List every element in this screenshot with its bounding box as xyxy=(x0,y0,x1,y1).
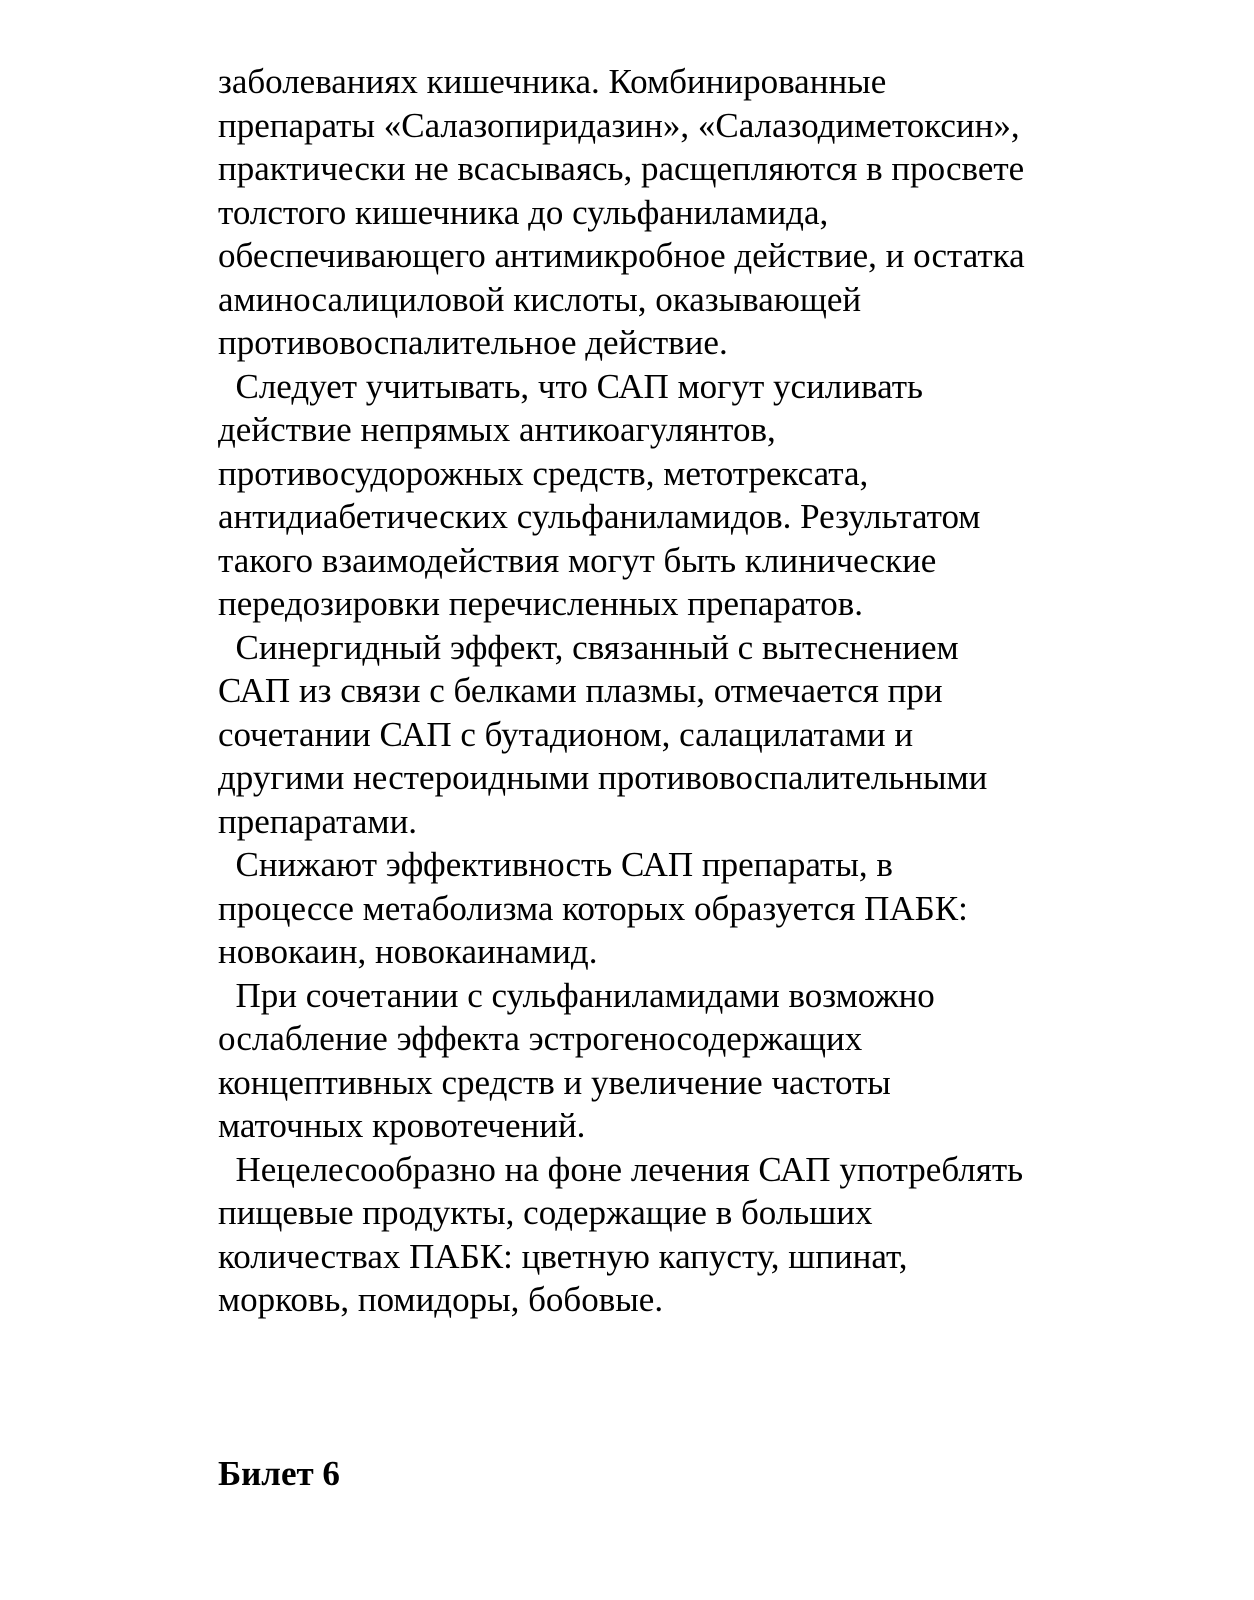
text-line: препаратами. xyxy=(218,801,418,841)
text-line: процессе метаболизма которых образуется ПАБК: xyxy=(218,888,968,928)
text-line: обеспечивающего антимикробное действие, и остатка xyxy=(218,236,1025,275)
text-line: передозировки перечисленных препаратов. xyxy=(218,584,864,623)
text-line: При сочетании с сульфаниламидами возможно xyxy=(218,975,935,1015)
text-line: противосудорожных средств, метотрексата, xyxy=(218,453,869,493)
text-line: маточных кровотечений. xyxy=(218,1106,586,1145)
body-text xyxy=(218,60,1098,1322)
text-line: другими нестероидными противовоспалительными xyxy=(218,758,988,797)
text-line: аминосалициловой кислоты, оказывающей xyxy=(218,279,862,319)
ticket-heading: Билет 6 xyxy=(218,1454,340,1493)
text-line: новокаин, новокаинамид. xyxy=(218,932,598,971)
text-line: препараты «Салазопиридазин», «Салазодиметоксин», xyxy=(218,105,1020,145)
text-line: антидиабетических сульфаниламидов. Результатом xyxy=(218,497,981,536)
text-line: такого взаимодействия могут быть клинические xyxy=(218,540,937,580)
text-line: пищевые продукты, содержащие в больших xyxy=(218,1193,873,1232)
text-line: Снижают эффективность САП препараты, в xyxy=(218,845,893,884)
text-line: Следует учитывать, что САП могут усиливать xyxy=(218,366,923,406)
text-line: количествах ПАБК: цветную капусту, шпинат, xyxy=(218,1236,908,1276)
text-line: практически не всасываясь, расщепляются в просвете xyxy=(218,149,1025,188)
text-line: толстого кишечника до сульфаниламида, xyxy=(218,192,829,232)
text-line: противовоспалительное действие. xyxy=(218,323,728,362)
text-line: Синергидный эффект, связанный с вытеснением xyxy=(218,627,959,667)
text-line: действие непрямых антикоагулянтов, xyxy=(218,410,776,449)
text-line: Нецелесообразно на фоне лечения САП употреблять xyxy=(218,1149,1024,1189)
text-line: заболеваниях кишечника. Комбинированные xyxy=(218,62,887,101)
text-line: ослабление эффекта эстрогеносодержащих xyxy=(218,1019,863,1058)
text-line: сочетании САП с бутадионом, салацилатами и xyxy=(218,714,914,754)
text-line: концептивных средств и увеличение частоты xyxy=(218,1062,891,1102)
text-line: САП из связи с белками плазмы, отмечается при xyxy=(218,671,943,710)
text-line: морковь, помидоры, бобовые. xyxy=(218,1280,664,1319)
